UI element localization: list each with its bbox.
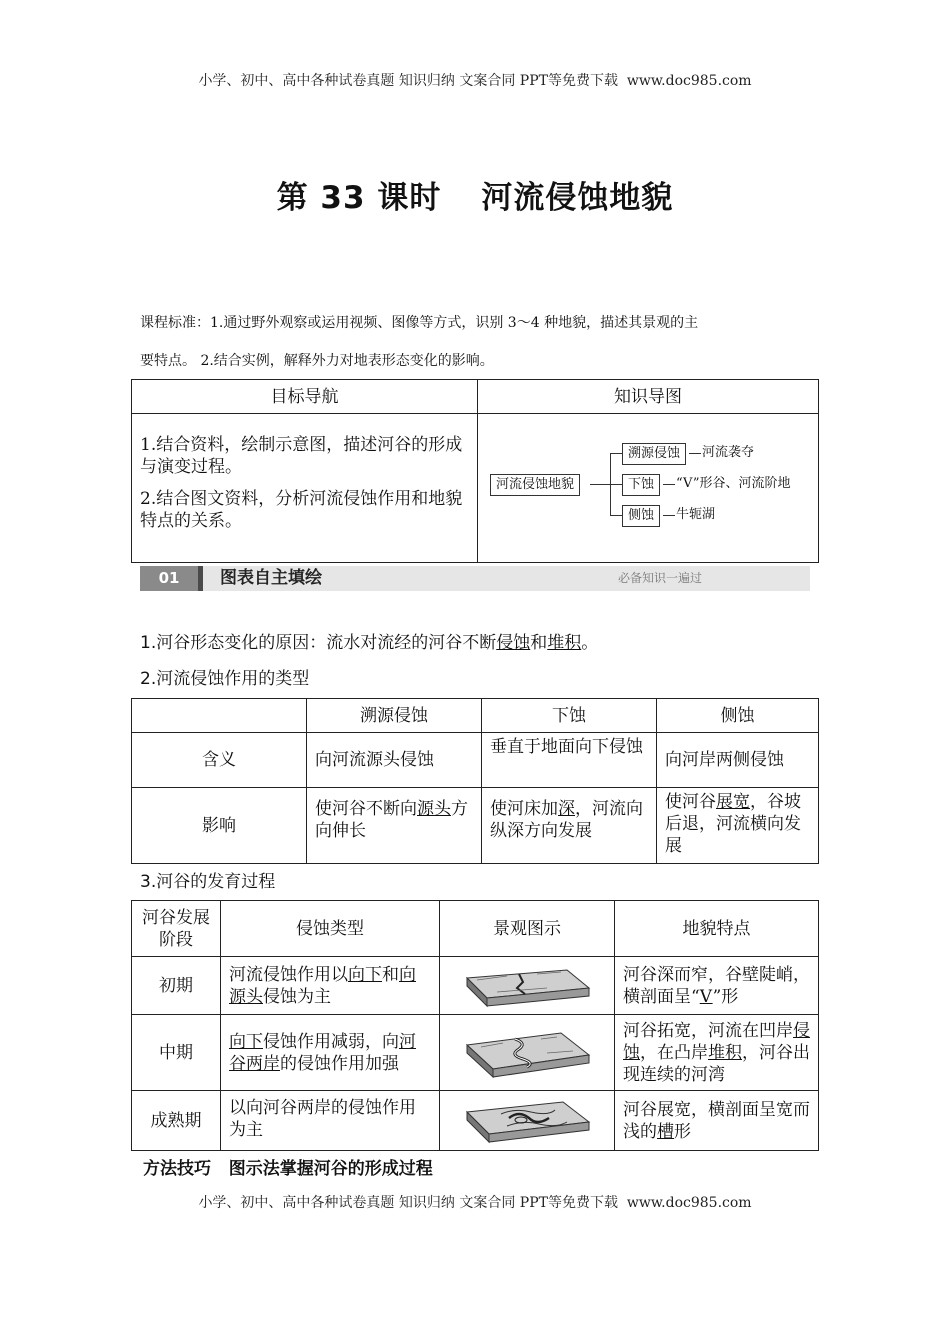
title-lesson: 第 33 课时 [276, 180, 442, 216]
cell-text: 河谷展宽，横剖面呈宽而浅的 [623, 1099, 810, 1142]
landscape-early-image [457, 964, 597, 1008]
map-connector [590, 484, 610, 485]
type-cell [221, 1015, 440, 1091]
item-1-text-c: 。 [581, 633, 599, 653]
section-subtitle: 必备知识一遍过 [618, 571, 703, 585]
cell-blank: 向下 [229, 1031, 263, 1052]
landscape-mature-cell [440, 1091, 615, 1151]
landscape-middle-image [457, 1025, 597, 1081]
erosion-cell [482, 788, 657, 864]
cell-text: 使河谷 [665, 792, 716, 812]
map-result-vvalley: “V”形谷、河流阶地 [676, 476, 791, 491]
landscape-early-cell [440, 957, 615, 1015]
cell-blank: 展宽 [716, 792, 750, 812]
landscape-middle-cell [440, 1015, 615, 1091]
stage-middle: 中期 [132, 1015, 221, 1091]
item-1 [140, 628, 598, 653]
feature-cell [615, 1091, 819, 1151]
section-title: 图表自主填绘 [220, 568, 322, 588]
nav-table [131, 379, 819, 563]
cell-blank: 向源头 [229, 964, 416, 1007]
erosion-col-downcut: 下蚀 [482, 699, 657, 733]
header-url[interactable]: www.doc985.com [626, 73, 752, 89]
cell-blank: 深 [558, 799, 575, 819]
goal-1: 1.结合资料，绘制示意图，描述河谷的形成与演变过程。 [140, 435, 463, 477]
method-label: 方法技巧 [143, 1159, 211, 1179]
method-text: 图示法掌握河谷的形成过程 [228, 1159, 433, 1179]
map-branch-lateral: 侧蚀 [622, 505, 660, 527]
feature-cell [615, 1015, 819, 1091]
cell-blank: 向下 [348, 964, 382, 985]
map-branch-headward: 溯源侵蚀 [622, 443, 686, 465]
map-connector [663, 484, 675, 485]
cell-text: 河谷深而窄，谷壁陡峭，横剖面呈“ [623, 964, 810, 1007]
cell-text: ，河流向纵深方向发展 [490, 799, 643, 841]
knowledge-map-cell [478, 414, 819, 563]
erosion-cell [657, 788, 819, 864]
cell-text: ，谷坡后退，河流横向发展 [665, 792, 801, 856]
cell-text: 河流侵蚀作用以 [229, 964, 348, 985]
map-connector [663, 515, 675, 516]
type-cell [221, 957, 440, 1015]
erosion-table-corner [132, 699, 307, 733]
method-tip [143, 1154, 433, 1179]
cell-text: 方向伸长 [315, 799, 468, 841]
cell-text: 使河谷不断向 [315, 799, 417, 819]
goal-2: 2.结合图文资料，分析河流侵蚀作用和地貌特点的关系。 [140, 489, 463, 531]
standard-line-2: 要特点。 2.结合实例，解释外力对地表形态变化的影响。 [140, 353, 494, 369]
page-footer [0, 1192, 950, 1212]
erosion-row-effect: 影响 [132, 788, 307, 864]
map-root: 河流侵蚀地貌 [490, 474, 580, 496]
erosion-row-meaning: 含义 [132, 733, 307, 788]
map-connector [610, 453, 622, 454]
footer-url[interactable]: www.doc985.com [626, 1195, 752, 1211]
nav-goals-cell [132, 414, 478, 563]
valley-col-image: 景观图示 [440, 901, 615, 957]
item-2-title: 2.河流侵蚀作用的类型 [140, 669, 310, 689]
page-title [0, 172, 950, 217]
cell-blank: 侵蚀 [623, 1020, 810, 1063]
section-number: 01 [140, 566, 198, 591]
course-standard [140, 304, 815, 380]
map-connector [689, 453, 701, 454]
item-1-text-b: 和 [530, 633, 548, 653]
item-1-blank-erosion: 侵蚀 [496, 633, 531, 653]
section-separator [198, 566, 203, 591]
map-connector [610, 515, 622, 516]
item-1-label: 1.河谷形态变化的原因： [140, 633, 327, 653]
standard-line-1: 课程标准：1.通过野外观察或运用视频、图像等方式，识别 3～4 种地貌，描述其景观的主 [140, 315, 699, 331]
page-header [0, 70, 950, 90]
map-connector [610, 484, 622, 485]
erosion-types-table [131, 698, 819, 864]
erosion-cell: 向河岸两侧侵蚀 [657, 733, 819, 788]
erosion-col-headward: 溯源侵蚀 [307, 699, 482, 733]
map-branch-downcut: 下蚀 [622, 474, 660, 496]
cell-text: ”形 [712, 986, 739, 1007]
feature-cell [615, 957, 819, 1015]
erosion-cell: 向河流源头侵蚀 [307, 733, 482, 788]
footer-text: 小学、初中、高中各种试卷真题 知识归纳 文案合同 PPT等免费下载 [198, 1195, 618, 1211]
cell-text: 河谷拓宽，河流在凹岸 [623, 1020, 793, 1041]
nav-header-goals: 目标导航 [132, 380, 478, 414]
cell-text: 侵蚀为主 [263, 986, 331, 1007]
cell-text: ，在凸岸 [640, 1042, 708, 1063]
cell-blank: 堆积 [708, 1042, 742, 1063]
type-cell: 以向河谷两岸的侵蚀作用为主 [221, 1091, 440, 1151]
landscape-mature-image [457, 1096, 597, 1146]
header-text: 小学、初中、高中各种试卷真题 知识归纳 文案合同 PPT等免费下载 [198, 73, 618, 89]
valley-col-stage: 河谷发展阶段 [132, 901, 221, 957]
cell-text: 使河床加 [490, 799, 558, 819]
cell-blank: 河谷两岸 [229, 1031, 416, 1074]
valley-development-table [131, 900, 819, 1151]
cell-text: 和 [382, 964, 399, 985]
cell-text: 侵蚀作用减弱，向 [263, 1031, 399, 1052]
item-1-blank-deposition: 堆积 [547, 633, 582, 653]
erosion-cell: 垂直于地面向下侵蚀 [482, 733, 657, 788]
title-topic: 河流侵蚀地貌 [481, 180, 674, 216]
map-result-capture: 河流袭夺 [702, 445, 755, 460]
cell-text: ，河谷出现连续的河湾 [623, 1042, 810, 1085]
item-1-text-a: 流水对流经的河谷不断 [326, 633, 497, 653]
cell-blank: 槽 [657, 1121, 674, 1142]
cell-text: 形 [674, 1121, 691, 1142]
erosion-col-lateral: 侧蚀 [657, 699, 819, 733]
nav-header-map: 知识导图 [478, 380, 819, 414]
cell-blank: V [699, 986, 713, 1007]
map-result-oxbow: 牛轭湖 [676, 507, 716, 522]
stage-early: 初期 [132, 957, 221, 1015]
erosion-cell [307, 788, 482, 864]
stage-mature: 成熟期 [132, 1091, 221, 1151]
item-3-title: 3.河谷的发育过程 [140, 872, 276, 892]
knowledge-map [478, 414, 818, 562]
cell-blank: 源头 [417, 799, 451, 819]
valley-col-type: 侵蚀类型 [221, 901, 440, 957]
cell-text: 的侵蚀作用加强 [280, 1053, 399, 1074]
valley-col-feature: 地貌特点 [615, 901, 819, 957]
